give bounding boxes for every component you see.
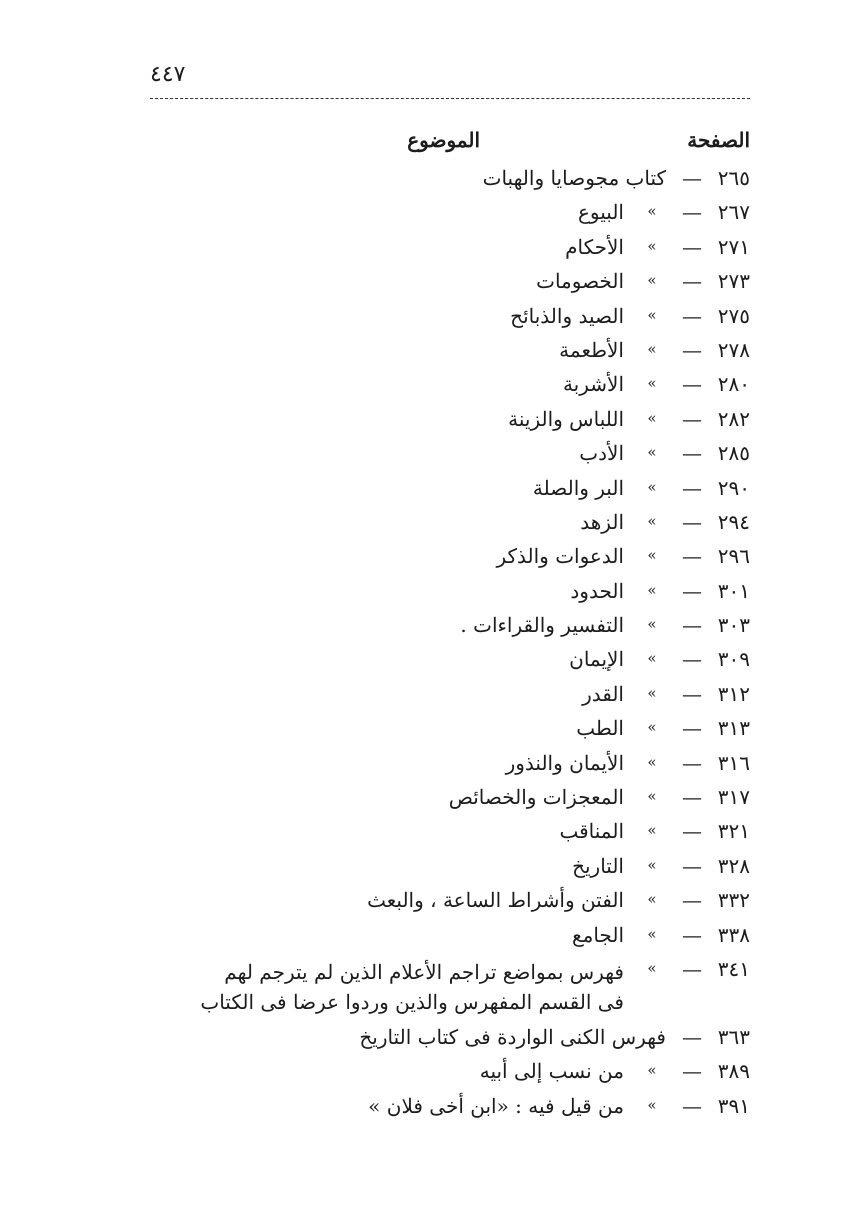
entry-page-number: ٣٢٨ <box>717 853 750 878</box>
index-entry <box>0 1055 864 1089</box>
column-header-topic: الموضوع <box>407 128 480 152</box>
entry-ditto-mark: » <box>647 477 657 496</box>
column-header-page: الصفحة <box>687 128 750 152</box>
index-entry <box>0 265 864 299</box>
entry-page-number: ٢٩٠ <box>717 475 750 500</box>
index-entry <box>0 815 864 849</box>
entry-dash: — <box>682 785 702 810</box>
entry-ditto-mark: » <box>647 821 657 840</box>
entry-page-number: ٣١٦ <box>717 750 750 775</box>
entry-ditto-mark: » <box>647 202 657 221</box>
entry-page-number: ٢٧٣ <box>717 269 750 294</box>
entry-dash: — <box>682 337 702 362</box>
index-entry <box>0 334 864 368</box>
index-entry <box>0 747 864 781</box>
entry-page-number: ٢٨٠ <box>717 372 750 397</box>
index-entry <box>0 472 864 506</box>
entry-dash: — <box>682 441 702 466</box>
header-rule <box>150 98 750 99</box>
entry-topic: الأشربة <box>562 372 624 397</box>
entry-topic: الحدود <box>570 578 624 603</box>
entry-topic: كتاب مجوصايا والهبات <box>482 166 666 190</box>
entry-dash: — <box>682 200 702 225</box>
index-entry <box>0 437 864 471</box>
index-entry <box>0 781 864 815</box>
entry-page-number: ٣٢١ <box>717 819 750 844</box>
index-entry <box>0 1021 864 1055</box>
entry-page-number: ٢٩٦ <box>717 544 750 569</box>
entry-page-number: ٣٣٨ <box>717 922 750 947</box>
entry-topic: الإيمان <box>569 647 624 672</box>
index-entry <box>0 231 864 265</box>
index-entry <box>0 884 864 918</box>
entry-ditto-mark: » <box>647 339 657 358</box>
entry-ditto-mark: » <box>647 615 657 634</box>
entry-page-number: ٢٨٥ <box>717 441 750 466</box>
entry-page-number: ٢٦٧ <box>717 200 750 225</box>
entry-ditto-mark: » <box>647 718 657 737</box>
index-entry <box>0 506 864 540</box>
entry-topic: التفسير والقراءات . <box>460 613 624 638</box>
entry-dash: — <box>682 578 702 603</box>
entry-dash: — <box>682 922 702 947</box>
entry-topic-line: فى القسم المفهرس والذين وردوا عرضا فى الكتاب <box>200 989 624 1014</box>
entry-dash: — <box>682 750 702 775</box>
entry-dash: — <box>682 372 702 397</box>
entry-topic: الجامع <box>571 922 624 947</box>
index-entry <box>0 300 864 334</box>
index-entry <box>0 196 864 230</box>
entry-topic: من نسب إلى أبيه <box>479 1059 624 1084</box>
entry-ditto-mark: » <box>647 787 657 806</box>
entry-topic <box>200 957 624 1017</box>
entry-page-number: ٣٩١ <box>717 1093 750 1118</box>
entry-page-number: ٣٣٢ <box>717 888 750 913</box>
index-entry <box>0 403 864 437</box>
index-entry <box>0 919 864 953</box>
entry-page-number: ٢٧١ <box>717 234 750 259</box>
index-entry <box>0 162 864 196</box>
entry-topic: الأحكام <box>565 234 624 259</box>
entry-topic: الدعوات والذكر <box>496 544 624 569</box>
entry-dash: — <box>682 888 702 913</box>
entry-page-number: ٣١٣ <box>717 716 750 741</box>
entry-page-number: ٢٧٥ <box>717 303 750 328</box>
entry-ditto-mark: » <box>647 855 657 874</box>
entry-topic: الفتن وأشراط الساعة ، والبعث <box>367 888 624 913</box>
entry-ditto-mark: » <box>647 683 657 702</box>
entry-ditto-mark: » <box>647 271 657 290</box>
entry-ditto-mark: » <box>647 511 657 530</box>
entry-ditto-mark: » <box>647 374 657 393</box>
index-entry <box>0 368 864 402</box>
entry-ditto-mark: » <box>647 1061 657 1080</box>
entry-topic: الزهد <box>580 509 624 534</box>
entry-dash: — <box>682 1093 702 1118</box>
entry-topic: الأيمان والنذور <box>505 750 624 775</box>
entry-dash: — <box>682 303 702 328</box>
entry-topic: الطب <box>576 716 624 741</box>
entry-page-number: ٢٦٥ <box>717 166 750 190</box>
entry-topic: الأطعمة <box>559 337 624 362</box>
entry-page-number: ٣٦٣ <box>717 1024 750 1049</box>
entry-dash: — <box>682 681 702 706</box>
entry-topic: اللباس والزينة <box>508 406 624 431</box>
entry-topic: المناقب <box>559 819 624 844</box>
entry-page-number: ٣٠٩ <box>717 647 750 672</box>
entry-dash: — <box>682 166 702 190</box>
index-entry <box>0 678 864 712</box>
entry-ditto-mark: » <box>647 546 657 565</box>
entry-ditto-mark: » <box>647 305 657 324</box>
entry-dash: — <box>682 406 702 431</box>
entry-ditto-mark: » <box>647 890 657 909</box>
entry-page-number: ٢٧٨ <box>717 337 750 362</box>
index-entry <box>0 1090 864 1124</box>
entry-dash: — <box>682 613 702 638</box>
index-entry <box>0 643 864 677</box>
entry-topic: الخصومات <box>536 269 624 294</box>
index-entry <box>0 609 864 643</box>
entry-dash: — <box>682 853 702 878</box>
entry-topic: الأدب <box>579 441 624 466</box>
entry-topic: المعجزات والخصائص <box>448 785 624 810</box>
entry-dash: — <box>682 819 702 844</box>
entry-topic: التاريخ <box>572 853 624 878</box>
entry-ditto-mark: » <box>647 924 657 943</box>
entry-dash: — <box>682 234 702 259</box>
index-entry <box>0 953 864 1021</box>
index-entry <box>0 575 864 609</box>
entry-page-number: ٣٨٩ <box>717 1059 750 1084</box>
entry-dash: — <box>682 1059 702 1084</box>
entry-topic: فهرس الكنى الواردة فى كتاب التاريخ <box>359 1024 666 1049</box>
index-entry <box>0 540 864 574</box>
entry-dash: — <box>682 269 702 294</box>
entry-ditto-mark: » <box>647 443 657 462</box>
entry-dash: — <box>682 509 702 534</box>
entry-ditto-mark: » <box>647 236 657 255</box>
entry-page-number: ٢٨٢ <box>717 406 750 431</box>
entry-dash: — <box>682 1024 702 1049</box>
entry-ditto-mark: » <box>647 580 657 599</box>
index-entries <box>0 162 864 1124</box>
entry-page-number: ٣٤١ <box>717 956 750 981</box>
entry-page-number: ٣١٢ <box>717 681 750 706</box>
entry-dash: — <box>682 716 702 741</box>
entry-topic: الصيد والذبائح <box>510 303 624 328</box>
entry-topic-line: فهرس بمواضع تراجم الأعلام الذين لم يترجم لهم <box>224 959 624 984</box>
page-number: ٤٤٧ <box>150 62 186 87</box>
entry-ditto-mark: » <box>647 649 657 668</box>
entry-dash: — <box>682 544 702 569</box>
index-entry <box>0 712 864 746</box>
entry-ditto-mark: » <box>647 752 657 771</box>
entry-dash: — <box>682 956 702 981</box>
entry-page-number: ٣٠٣ <box>717 613 750 638</box>
entry-topic: من قيل فيه : «ابن أخى فلان » <box>368 1093 624 1118</box>
entry-topic: البر والصلة <box>532 475 624 500</box>
entry-dash: — <box>682 647 702 672</box>
entry-ditto-mark: » <box>647 958 657 977</box>
entry-ditto-mark: » <box>647 1095 657 1114</box>
entry-ditto-mark: » <box>647 408 657 427</box>
entry-dash: — <box>682 475 702 500</box>
entry-page-number: ٣١٧ <box>717 785 750 810</box>
entry-page-number: ٢٩٤ <box>717 509 750 534</box>
entry-topic: البيوع <box>578 200 624 225</box>
index-entry <box>0 850 864 884</box>
entry-page-number: ٣٠١ <box>717 578 750 603</box>
entry-topic: القدر <box>582 681 624 706</box>
